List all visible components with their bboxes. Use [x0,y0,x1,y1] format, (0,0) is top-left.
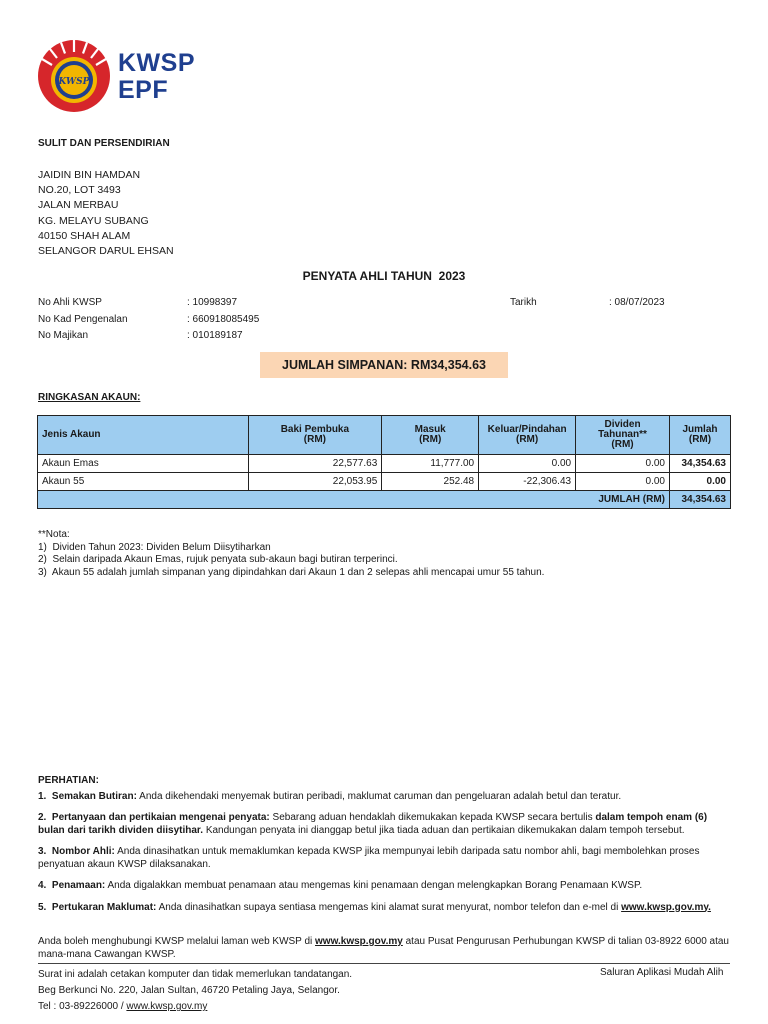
contact-text: atau Pusat Pengurusan Perhubungan KWSP di talian 03-8922 6000 atau mana-mana Cawangan KWSP. [38,936,729,960]
footer-left [38,967,352,1015]
cell-account-name: Akaun 55 [38,473,249,491]
total-label: JUMLAH (RM) [38,491,670,509]
footer-line: Beg Berkunci No. 220, Jalan Sultan, 46720 Petaling Jaya, Selangor. [38,985,340,996]
item-text: Anda dinasihatkan untuk memaklumkan kepada KWSP jika mempunyai lebih daripada satu nombor ahli, bagi membolehkan proses penyatuan akaun KWSP dilaksanakan. [38,846,700,870]
item-heading: Pertukaran Maklumat: [51,901,157,913]
item-heading: Nombor Ahli: [51,846,115,857]
cell-total: 34,354.63 [669,455,730,473]
item-number: 2. [38,812,47,823]
no-majikan-label: No Majikan [38,330,89,341]
kwsp-wordmark [118,50,195,104]
confidential-label: SULIT DAN PERSENDIRIAN [38,138,170,149]
col-header-masuk: Masuk (RM) [382,416,479,455]
cell-opening-balance: 22,577.63 [248,455,382,473]
logo-kwsp-text: KWSP [118,49,195,77]
address-line: NO.20, LOT 3493 [38,184,121,197]
tarikh-value: : 08/07/2023 [609,297,665,308]
no-kp-label: No Kad Pengenalan [38,314,128,325]
address-line: JALAN MERBAU [38,199,119,212]
col-header-jumlah: Jumlah (RM) [669,416,730,455]
total-value: 34,354.63 [669,491,730,509]
perhatian-item [38,902,730,915]
note-item: 1) Dividen Tahun 2023: Dividen Belum Diisytiharkan [38,541,271,553]
cell-dividend: 0.00 [576,473,670,491]
item-text: Anda dinasihatkan supaya sentiasa mengemas kini alamat surat menyurat, nombor telefon dan e-mel di [156,901,622,913]
item-heading: Semakan Butiran: [51,790,137,802]
table-total-row [38,491,731,509]
cell-dividend: 0.00 [576,455,670,473]
item-number: 3. [38,846,47,857]
mobile-app-channel: Saluran Aplikasi Mudah Alih [600,967,724,978]
perhatian-title: PERHATIAN: [38,775,99,786]
footer-line: Surat ini adalah cetakan komputer dan tidak memerlukan tandatangan. [38,969,353,980]
item-text: Anda dikehendaki menyemak butiran peribadi, maklumat caruman dan pengeluaran adalah betul dan teratur. [136,790,622,802]
logo-emblem-text: KWSP [58,77,90,87]
address-line: 40150 SHAH ALAM [38,229,131,242]
col-header-baki-pembuka: Baki Pembuka (RM) [248,416,382,455]
table-row [38,455,731,473]
footer-line [38,999,352,1015]
contact-text: Anda boleh menghubungi KWSP melalui laman web KWSP di [38,936,316,947]
note-item: 3) Akaun 55 adalah jumlah simpanan yang dipindahkan dari Akaun 1 dan 2 selepas ahli mencapai umur 55 tahun. [38,566,545,578]
account-summary-table [37,415,731,509]
item-number: 4. [38,880,47,891]
kwsp-logo-emblem [36,38,112,114]
item-heading: Pertanyaan dan pertikaian mengenai penyata: [51,812,270,823]
cell-in: 252.48 [382,473,479,491]
perhatian-item [38,880,730,893]
footer-tel: Tel : 03-89226000 / [38,1001,127,1012]
perhatian-section [38,775,730,923]
item-number: 5. [38,901,47,913]
cell-account-name: Akaun Emas [38,455,249,473]
address-line: JAIDIN BIN HAMDAN [38,169,141,181]
perhatian-item [38,791,730,804]
no-kp-value: : 660918085495 [187,314,260,325]
cell-out: -22,306.43 [479,473,576,491]
col-header-dividen: Dividen Tahunan** (RM) [576,416,670,455]
col-header-jenis-akaun: Jenis Akaun [38,416,249,455]
notes-section [38,529,544,579]
address-line: KG. MELAYU SUBANG [38,214,149,227]
no-ahli-value: : 10998397 [187,297,238,308]
contact-website-link[interactable]: www.kwsp.gov.my [315,936,403,947]
statement-title: PENYATA AHLI TAHUN 2023 [302,269,466,283]
kwsp-website-link[interactable]: www.kwsp.gov.my. [621,901,711,913]
item-text: Sebarang aduan hendaklah dikemukakan kepada KWSP secara bertulis [269,812,596,823]
tarikh-label: Tarikh [510,297,537,308]
cell-total: 0.00 [669,473,730,491]
notes-title: **Nota: [38,529,70,540]
item-heading: Penamaan: [51,880,106,891]
note-item: 2) Selain daripada Akaun Emas, rujuk penyata sub-akaun bagi butiran terperinci. [38,554,398,565]
no-majikan-value: : 010189187 [187,330,243,341]
footer-website-link[interactable]: www.kwsp.gov.my [126,1001,208,1012]
perhatian-item [38,846,730,871]
no-ahli-label: No Ahli KWSP [38,297,102,308]
cell-out: 0.00 [479,455,576,473]
item-number: 1. [38,790,47,802]
logo-epf-text: EPF [118,76,169,104]
table-header-row [38,416,731,455]
recipient-address [38,168,174,259]
item-emphasis: dalam tempoh enam (6) bulan dari tarikh dividen diisytihar. [38,812,708,836]
cell-opening-balance: 22,053.95 [248,473,382,491]
item-text: Kandungan penyata ini dianggap betul jika tiada aduan dan pertikaian dikemukakan dalam tempoh tersebut. [203,824,685,836]
account-summary-heading: RINGKASAN AKAUN: [38,392,141,403]
address-line: SELANGOR DARUL EHSAN [38,245,174,258]
table-row [38,473,731,491]
col-header-keluar: Keluar/Pindahan (RM) [479,416,576,455]
footer-divider [38,963,730,964]
item-text: Anda digalakkan membuat penamaan atau mengemas kini penamaan dengan melengkapkan Borang Penamaan KWSP. [105,880,643,891]
contact-info [38,936,730,961]
cell-in: 11,777.00 [382,455,479,473]
perhatian-item [38,812,730,837]
total-savings-banner: JUMLAH SIMPANAN: RM34,354.63 [260,352,508,378]
